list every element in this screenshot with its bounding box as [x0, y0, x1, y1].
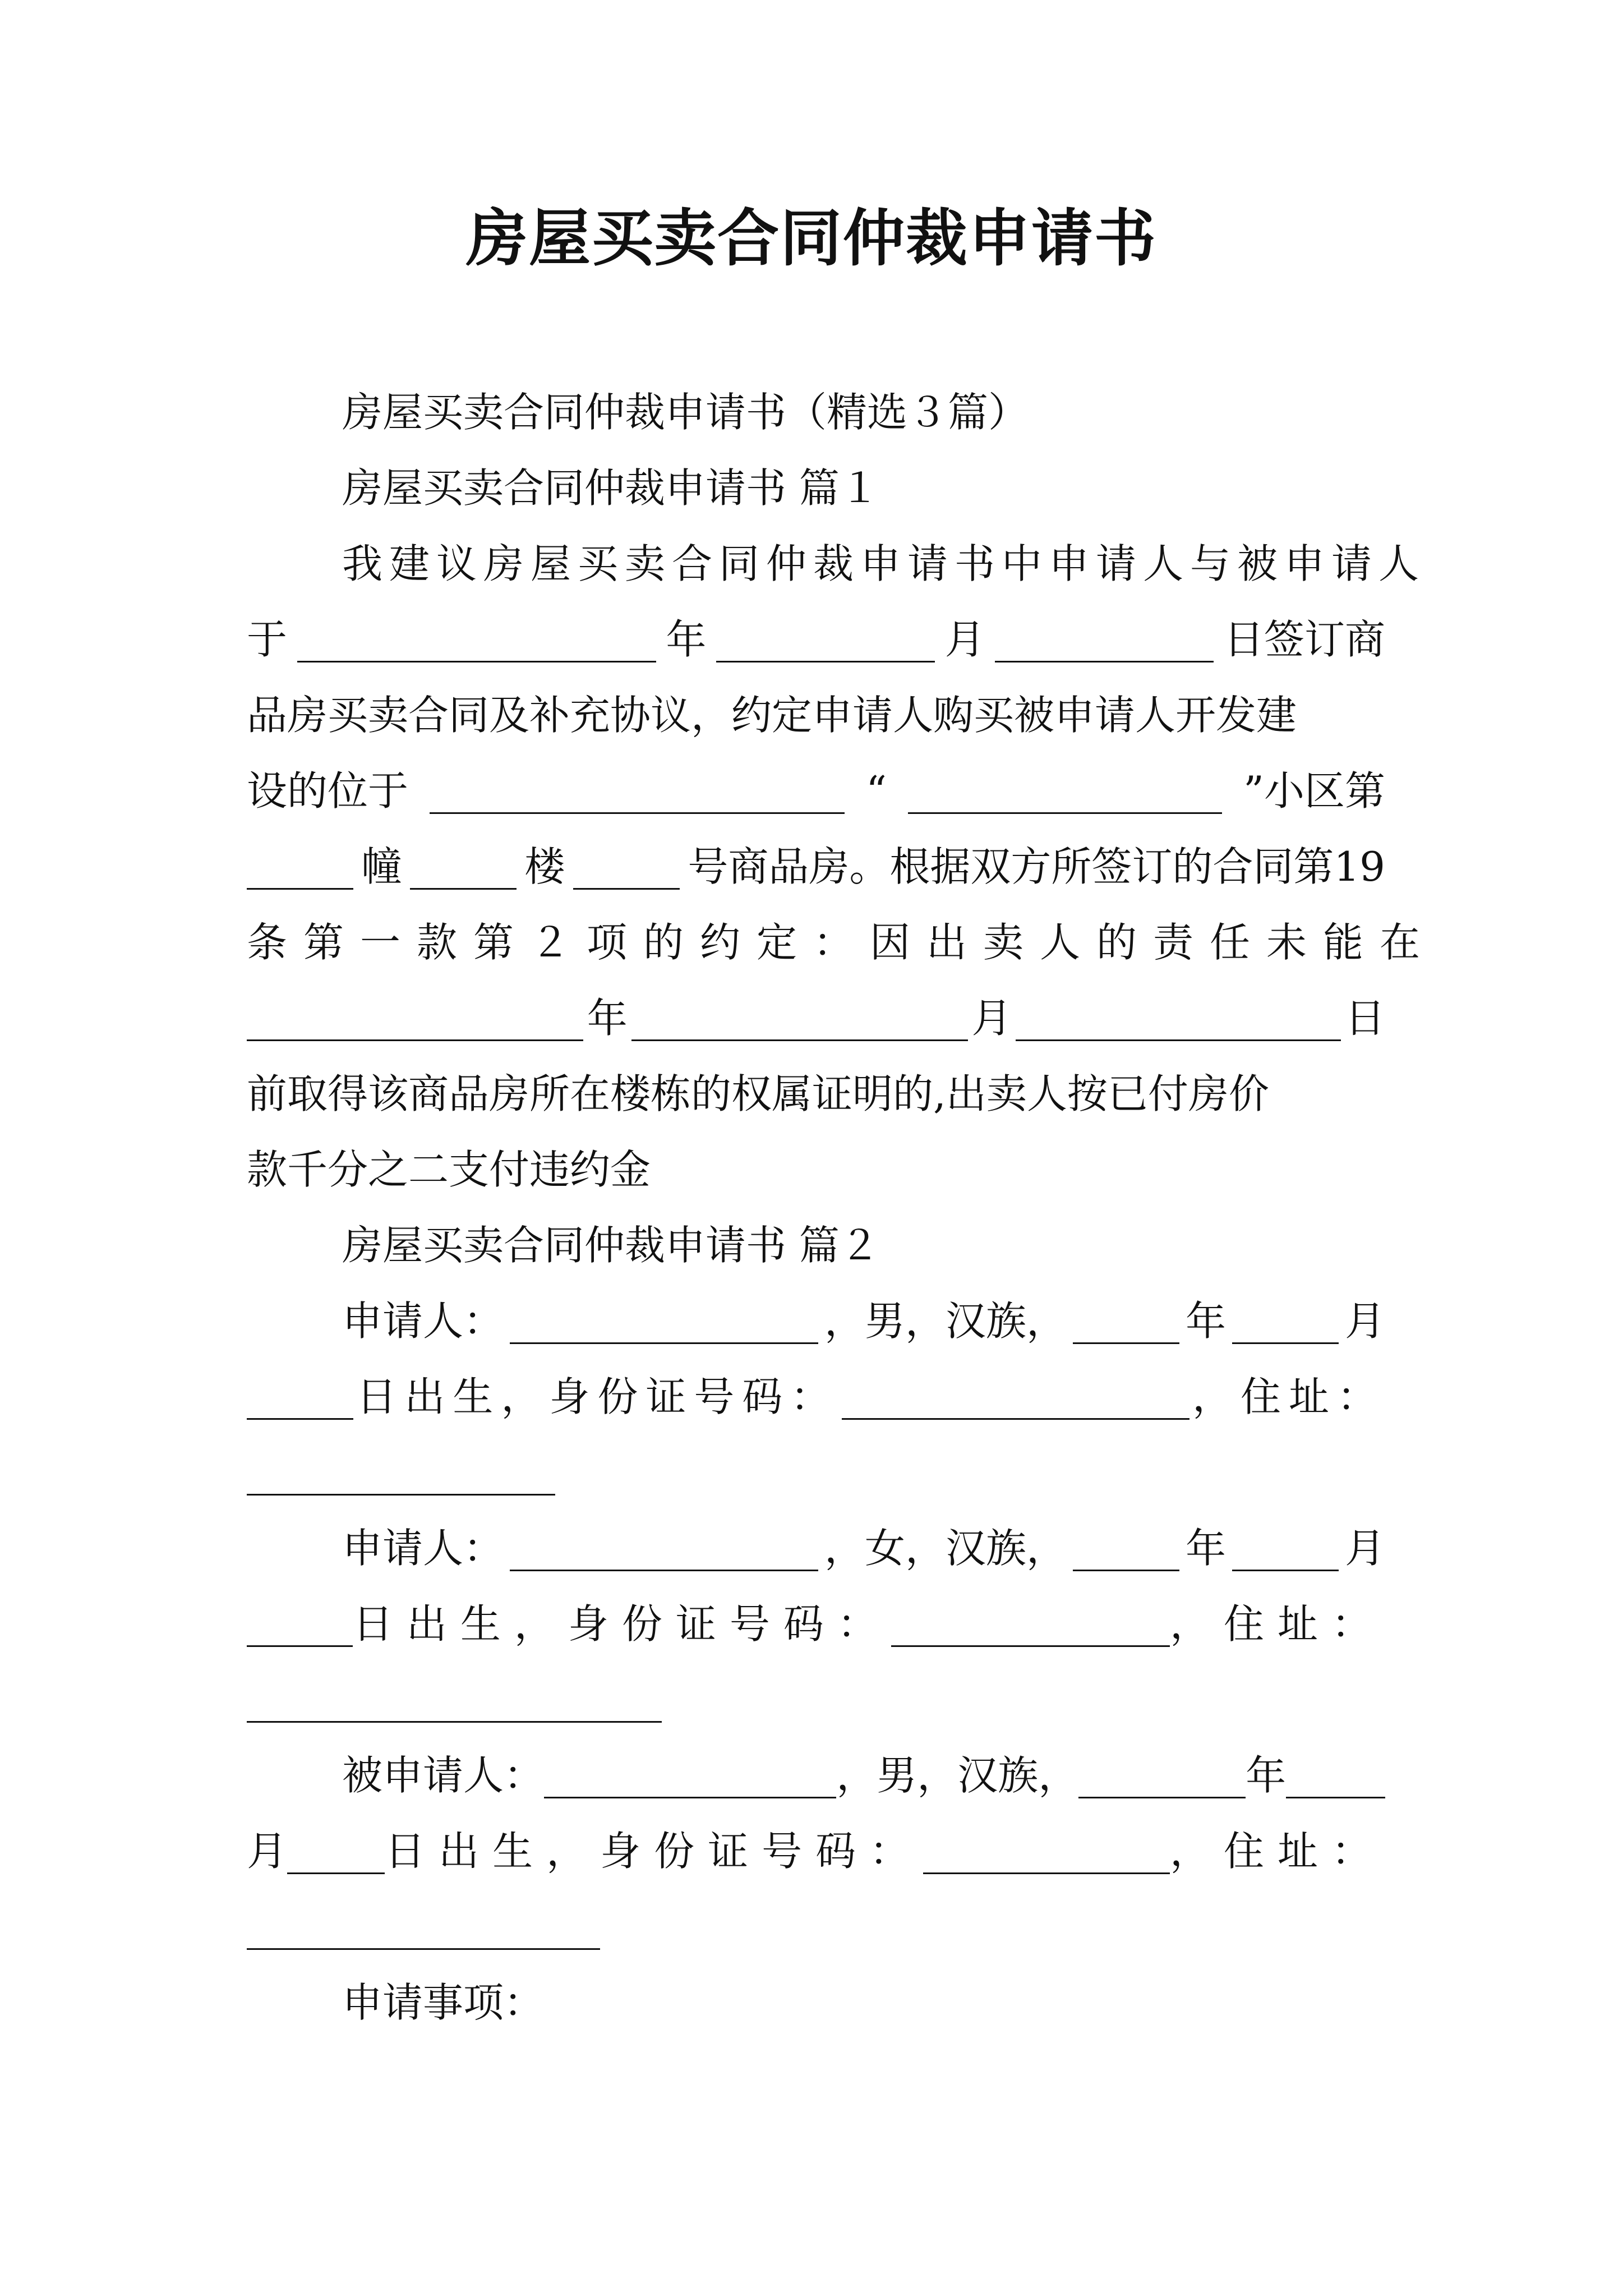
paragraph-text: ”小区第 — [1243, 767, 1385, 815]
applicant-2-line — [247, 1593, 1385, 1655]
respondent-line — [247, 1745, 1385, 1806]
blank-field — [410, 848, 517, 890]
paragraph-text: 我建议房屋买卖合同仲裁申请书中申请人与被申请人 — [342, 540, 1426, 587]
blank-field — [1073, 1302, 1179, 1344]
paragraph-line — [247, 1139, 1385, 1200]
document-title: 房屋买卖合同仲裁申请书 — [466, 202, 1157, 274]
paragraph-line — [247, 609, 1385, 670]
paragraph-text: 年 — [666, 616, 707, 663]
blank-field — [1286, 1756, 1385, 1798]
respondent-line — [247, 1820, 1385, 1882]
paragraph-line — [247, 836, 1385, 898]
applicant-1-line — [247, 1366, 1385, 1428]
paragraph-text: ，女，汉族， — [824, 1525, 1067, 1572]
blank-field — [247, 1378, 353, 1420]
blank-field — [1232, 1529, 1339, 1571]
paragraph-text: 幢 — [361, 843, 402, 890]
paragraph-text: 申请人： — [342, 1297, 504, 1345]
paragraph-text: 月 — [247, 1828, 288, 1875]
paragraph-text: 被申请人： — [342, 1752, 545, 1799]
paragraph-text: 前取得该商品房所在楼栋的权属证明的,出卖人按已付房价 — [247, 1070, 1269, 1117]
blank-field — [923, 1832, 1170, 1874]
blank-field — [247, 999, 583, 1041]
paragraph-text: 年 — [1185, 1525, 1226, 1572]
paragraph-text: “ — [866, 767, 887, 815]
paragraph-text: 申请人： — [342, 1525, 504, 1572]
paragraph-text: 月 — [1344, 1525, 1385, 1572]
paragraph-text: 日签订商 — [1223, 616, 1385, 663]
paragraph-text: 款千分之二支付违约金 — [247, 1146, 651, 1193]
paragraph-text: 日 — [1344, 995, 1385, 1042]
paragraph-text: 楼 — [524, 843, 565, 890]
blank-field — [247, 1908, 600, 1950]
paragraph-text: 年 — [1185, 1297, 1226, 1345]
paragraph-line — [247, 533, 1426, 595]
blank-field — [1232, 1302, 1339, 1344]
claims-heading — [247, 1972, 1385, 2033]
paragraph-text: 年 — [1246, 1752, 1287, 1799]
respondent-address-line — [247, 1896, 1385, 1958]
blank-field — [247, 848, 353, 890]
blank-field — [510, 1529, 818, 1571]
paragraph-text: 日出生，身份证号码： — [352, 1600, 891, 1648]
paragraph-text: 月 — [971, 995, 1012, 1042]
blank-field — [544, 1756, 836, 1798]
paragraph-text: 号商品房。根据双方所签订的合同第19 — [688, 843, 1385, 890]
section-heading-2 — [247, 1214, 1385, 1276]
paragraph-text: 设的位于 — [247, 767, 409, 815]
paragraph-line — [247, 912, 1437, 973]
paragraph-line — [247, 684, 1385, 746]
section-heading-1 — [247, 457, 1385, 519]
blank-field — [573, 848, 680, 890]
paragraph-text: ，男，汉族， — [836, 1752, 1079, 1799]
blank-field — [891, 1605, 1170, 1647]
collection-heading-text: 房屋买卖合同仲裁申请书（精选３篇） — [342, 389, 1029, 436]
paragraph-line — [247, 760, 1385, 822]
blank-field — [287, 1832, 385, 1874]
paragraph-text: ，住址： — [1169, 1600, 1385, 1648]
section-heading-2-text: 房屋买卖合同仲裁申请书 篇２ — [342, 1222, 880, 1269]
paragraph-text: 条第一款第２项的约定：因出卖人的责任未能在 — [247, 919, 1437, 966]
blank-field — [510, 1302, 818, 1344]
blank-field — [247, 1605, 353, 1647]
blank-field — [995, 620, 1214, 662]
paragraph-text: 品房买卖合同及补充协议，约定申请人购买被申请人开发建 — [247, 692, 1297, 739]
blank-field — [430, 772, 845, 814]
paragraph-text: ，男，汉族， — [824, 1297, 1067, 1345]
paragraph-text: 日出生，身份证号码： — [385, 1828, 924, 1875]
paragraph-text: 于 — [247, 616, 288, 663]
blank-field — [716, 620, 935, 662]
blank-field — [297, 620, 656, 662]
paragraph-line — [247, 987, 1385, 1049]
blank-field — [1073, 1529, 1179, 1571]
paragraph-line — [247, 1063, 1385, 1125]
paragraph-text: ，住址： — [1192, 1373, 1385, 1420]
blank-field — [1016, 999, 1341, 1041]
section-heading-1-text: 房屋买卖合同仲裁申请书 篇１ — [342, 464, 880, 512]
applicant-2-line — [247, 1517, 1385, 1579]
blank-field — [247, 1453, 555, 1496]
paragraph-text: 日出生，身份证号码： — [356, 1373, 839, 1420]
claims-heading-text: 申请事项： — [342, 1979, 545, 2026]
collection-heading — [247, 381, 1385, 443]
paragraph-text: 月 — [944, 616, 985, 663]
blank-field — [247, 1681, 662, 1723]
applicant-2-address-line — [247, 1669, 1385, 1731]
blank-field — [908, 772, 1222, 814]
blank-field — [631, 999, 968, 1041]
paragraph-text: 月 — [1344, 1297, 1385, 1345]
blank-field — [1078, 1756, 1246, 1798]
applicant-1-line — [247, 1290, 1385, 1352]
paragraph-text: ，住址： — [1169, 1828, 1385, 1875]
paragraph-text: 年 — [587, 995, 628, 1042]
blank-field — [842, 1378, 1189, 1420]
applicant-1-address-line — [247, 1442, 1385, 1503]
